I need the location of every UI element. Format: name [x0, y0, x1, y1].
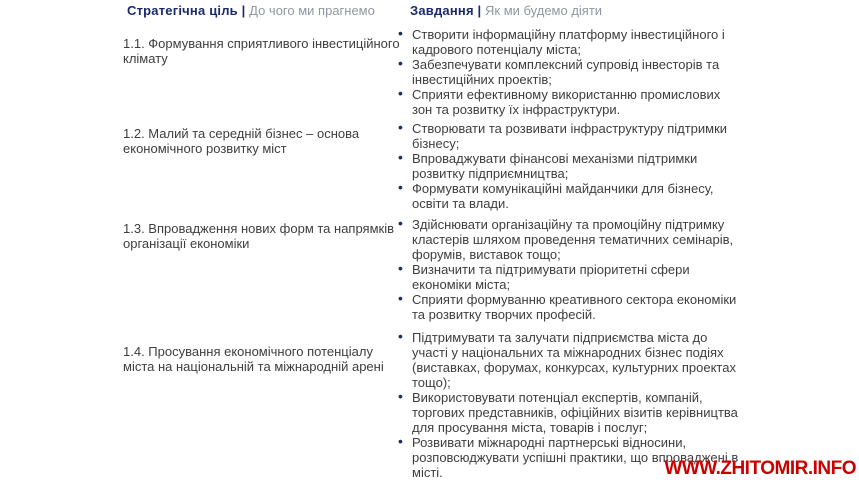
task-text: Забезпечувати комплексний супровід інвесторів та інвестиційних проектів; — [412, 57, 720, 87]
task-text: Використовувати потенціал експертів, компаній, торгових представників, офіційних візитів керівництва для просування міста, товарів і послуг; — [412, 390, 738, 435]
task-text: Здійснювати організаційну та промоційну підтримку кластерів шляхом проведення тематичних семінарів, форумів, виставок тощо; — [412, 217, 734, 262]
task-item — [398, 181, 740, 211]
task-item — [398, 27, 740, 57]
task-list-1-2 — [398, 121, 740, 211]
bullet-icon: • — [398, 433, 403, 449]
column-header-tasks-subtitle: Як ми будемо діяти — [485, 3, 603, 18]
task-text: Розвивати міжнародні партнерські відносини, розповсюджувати успішні практики, що впроваджені в місті. — [412, 435, 739, 480]
bullet-icon: • — [398, 290, 403, 306]
task-item — [398, 292, 740, 322]
task-text: Сприяти формуванню креативного сектора економіки та розвитку творчих професій. — [412, 292, 737, 322]
strategic-goal-1-4: 1.4. Просування економічного потенціалу міста на національній та міжнародній арені — [123, 344, 384, 374]
task-text: Сприяти ефективному використанню промислових зон та розвитку їх інфраструктури. — [412, 87, 721, 117]
task-item — [398, 121, 740, 151]
strategic-goal-1-3: 1.3. Впровадження нових форм та напрямків організації економіки — [123, 221, 395, 251]
strategic-goal-1-1: 1.1. Формування сприятливого інвестиційного клімату — [123, 36, 400, 66]
bullet-icon: • — [398, 215, 403, 231]
column-header-tasks — [410, 3, 602, 18]
task-text: Створювати та розвивати інфраструктуру підтримки бізнесу; — [412, 121, 728, 151]
column-header-tasks-title: Завдання | — [410, 3, 482, 18]
bullet-icon: • — [398, 25, 403, 41]
bullet-icon: • — [398, 260, 403, 276]
task-item — [398, 87, 740, 117]
bullet-icon: • — [398, 388, 403, 404]
task-item — [398, 151, 740, 181]
column-header-strategic-goal-subtitle: До чого ми прагнемо — [249, 3, 375, 18]
task-text: Впроваджувати фінансові механізми підтримки розвитку підприємництва; — [412, 151, 698, 181]
bullet-icon: • — [398, 85, 403, 101]
site-watermark: WWW.ZHITOMIR.INFO — [664, 458, 856, 479]
task-text: Формувати комунікаційні майданчики для бізнесу, освіти та влади. — [412, 181, 714, 211]
task-item — [398, 217, 740, 262]
bullet-icon: • — [398, 328, 403, 344]
task-list-1-1 — [398, 27, 740, 117]
task-item — [398, 330, 740, 390]
task-text: Визначити та підтримувати пріоритетні сфери економіки міста; — [412, 262, 690, 292]
column-header-strategic-goal-title: Стратегічна ціль | — [127, 3, 246, 18]
bullet-icon: • — [398, 149, 403, 165]
task-item — [398, 390, 740, 435]
bullet-icon: • — [398, 119, 403, 135]
strategic-goal-1-2: 1.2. Малий та середній бізнес – основа економічного розвитку міст — [123, 126, 360, 156]
bullet-icon: • — [398, 55, 403, 71]
task-text: Підтримувати та залучати підприємства міста до участі у національних та міжнародних бізнес подіях (виставках, форумах, конкурсах, культурних проектах тощо); — [412, 330, 736, 390]
task-item — [398, 262, 740, 292]
task-item — [398, 57, 740, 87]
bullet-icon: • — [398, 179, 403, 195]
column-header-strategic-goal — [127, 3, 375, 18]
task-list-1-3 — [398, 217, 740, 322]
task-text: Створити інформаційну платформу інвестиційного і кадрового потенціалу міста; — [412, 27, 725, 57]
